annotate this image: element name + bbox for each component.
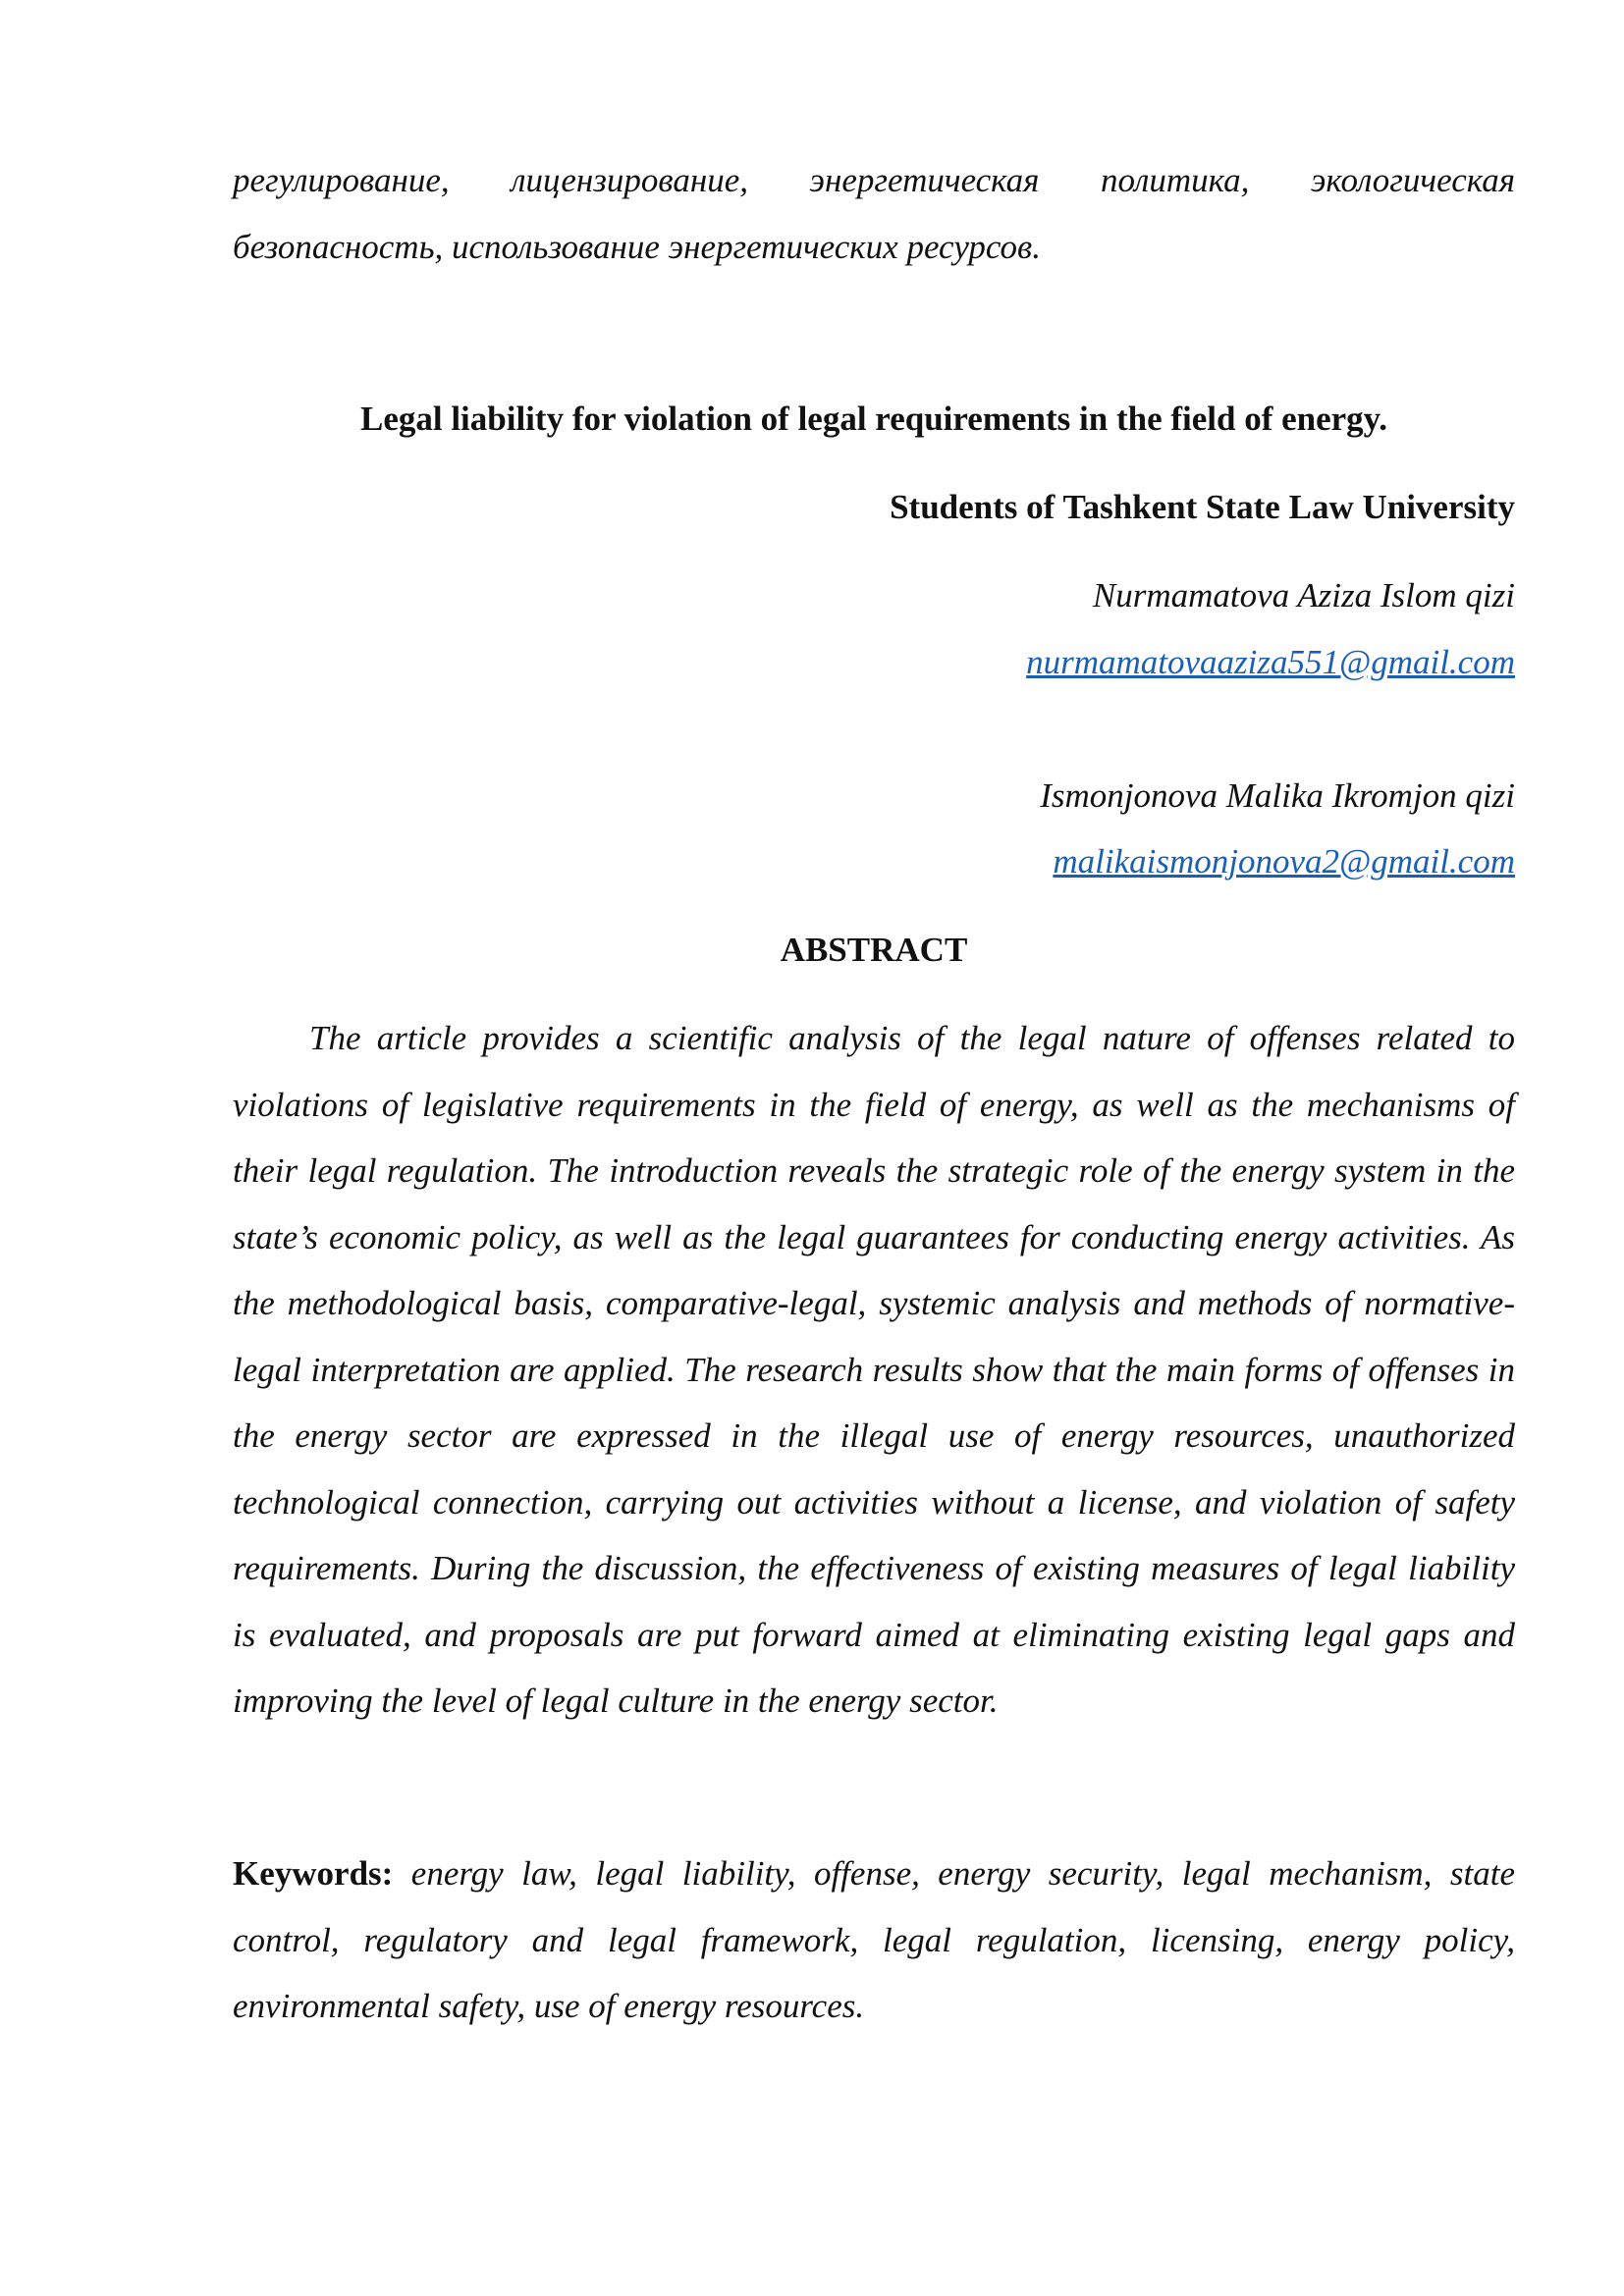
author-name-2: Ismonjonova Malika Ikromjon qizi bbox=[1040, 776, 1515, 815]
author-name-1: Nurmamatova Aziza Islom qizi bbox=[1092, 576, 1515, 614]
keywords-text: energy law, legal liability, offense, energy security, legal mechanism, state control, regulatory and legal framework, legal regulation, licensing, energy policy, environmental safety, use of energy resources. bbox=[233, 1854, 1516, 2025]
abstract-body: The article provides a scientific analysis of the legal nature of offenses related to violations of legislative requirements in the field of energy, as well as the mechanisms of their legal regulation. The introduction reveals the strategic role of the energy system in the state’s economic policy, as well as the legal guarantees for conducting energy activities. As the methodological basis, comparative-legal, systemic analysis and methods of normative-legal interpretation are applied. The research results show that the main forms of offenses in the energy sector are expressed in the illegal use of energy resources, unauthorized technological connection, carrying out activities without a license, and violation of safety requirements. During the discussion, the effectiveness of existing measures of legal liability is evaluated, and proposals are put forward aimed at eliminating existing legal gaps and improving the level of legal culture in the energy sector. bbox=[233, 1019, 1515, 1720]
author-email-link-1[interactable]: nurmamatovaaziza551@gmail.com bbox=[1026, 643, 1515, 681]
author-email-link-2[interactable]: malikaismonjonova2@gmail.com bbox=[1053, 842, 1515, 881]
article-title: Legal liability for violation of legal requirements in the field of energy. bbox=[359, 400, 1388, 438]
abstract-heading: ABSTRACT bbox=[780, 931, 968, 969]
keywords-paragraph bbox=[233, 1841, 1515, 2040]
previous-keywords-continuation: регулирование, лицензирование, энергетическая политика, экологическая безопасность, использование энергетических ресурсов. bbox=[233, 161, 1515, 266]
author-email-line-1 bbox=[233, 638, 1515, 687]
author-affiliation: Students of Tashkent State Law University bbox=[890, 488, 1515, 526]
keywords-label: Keywords: bbox=[233, 1854, 394, 1893]
author-email-line-2 bbox=[233, 837, 1515, 886]
